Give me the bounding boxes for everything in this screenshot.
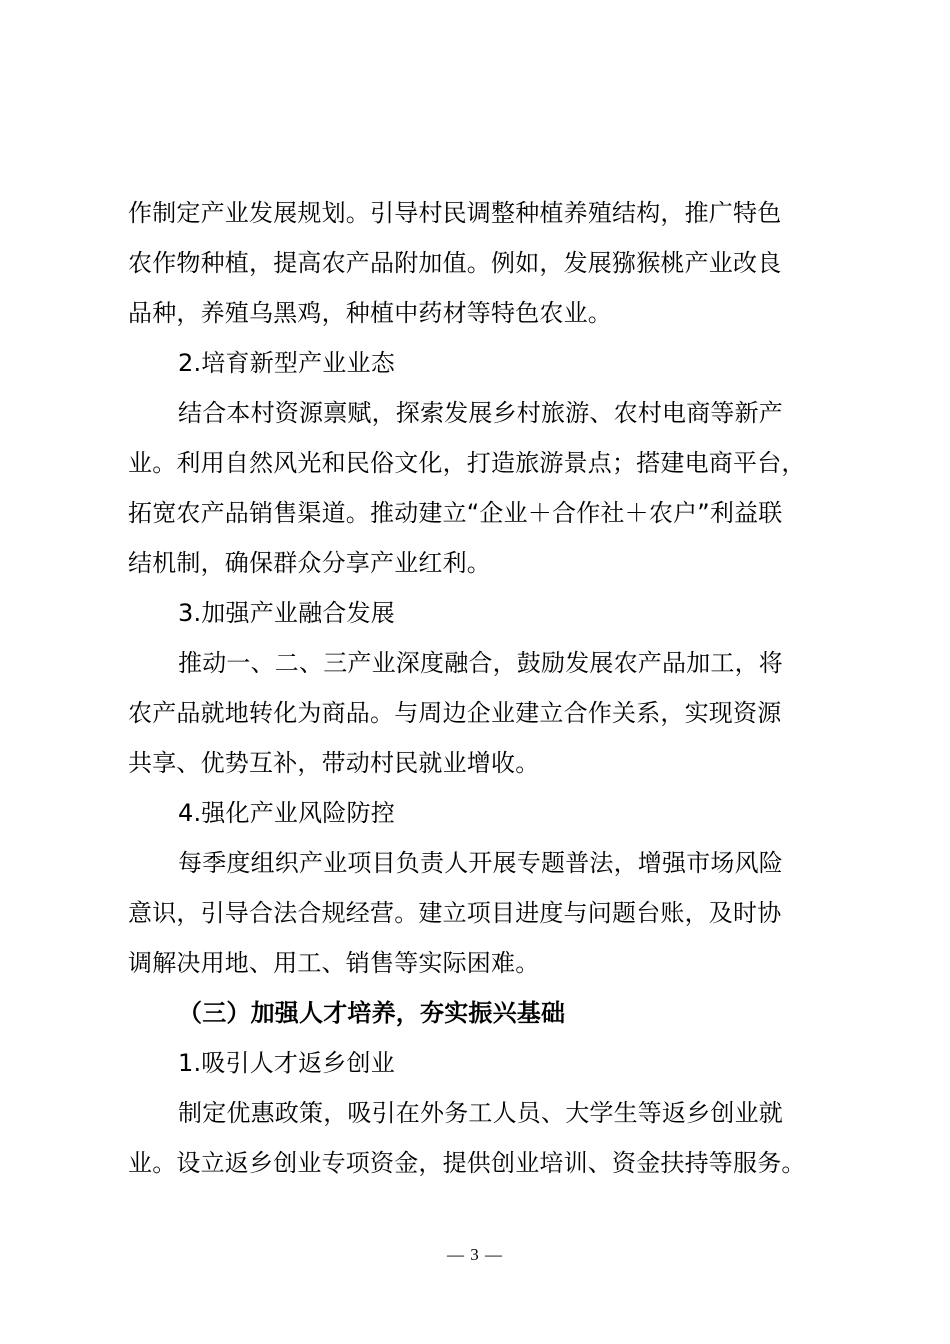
document-body [128,188,828,1188]
paragraph-line: 品种，养殖乌黑鸡，种植中药材等特色农业。 [128,299,612,327]
paragraph-line: 共享、优势互补，带动村民就业增收。 [128,749,540,777]
paragraph-line: 农产品就地转化为商品。与周边企业建立合作关系，实现资源 [128,699,782,727]
paragraph-line: 结合本村资源禀赋，探索发展乡村旅游、农村电商等新产 [178,399,783,427]
paragraph-line: 作制定产业发展规划。引导村民调整种植养殖结构，推广特色 [128,199,782,227]
paragraph-line: 调解决用地、用工、销售等实际困难。 [128,949,540,977]
paragraph-line: 制定优惠政策，吸引在外务工人员、大学生等返乡创业就 [178,1099,783,1127]
subsection-heading-3: 3.加强产业融合发展 [178,599,395,627]
subsection-heading-4: 4.强化产业风险防控 [178,799,395,827]
paragraph-line: 推动一、二、三产业深度融合，鼓励发展农产品加工，将 [178,649,783,677]
subsection-heading-2: 2.培育新型产业业态 [178,349,395,377]
subsection-heading-part3-1: 1.吸引人才返乡创业 [178,1049,395,1077]
paragraph-line: 业。利用自然风光和民俗文化，打造旅游景点；搭建电商平台， [128,449,806,477]
paragraph-line: 农作物种植，提高农产品附加值。例如，发展猕猴桃产业改良 [128,249,782,277]
paragraph-line: 结机制，确保群众分享产业红利。 [128,549,491,577]
section-heading-part3: （三）加强人才培养，夯实振兴基础 [178,999,566,1027]
paragraph-line: 拓宽农产品销售渠道。推动建立“企业＋合作社＋农户”利益联 [128,499,783,527]
paragraph-line: 意识，引导合法合规经营。建立项目进度与问题台账，及时协 [128,899,782,927]
paragraph-line: 每季度组织产业项目负责人开展专题普法，增强市场风险 [178,849,783,877]
page-number: — 3 — [447,1245,503,1264]
paragraph-line: 业。设立返乡创业专项资金，提供创业培训、资金扶持等服务。 [128,1149,806,1177]
